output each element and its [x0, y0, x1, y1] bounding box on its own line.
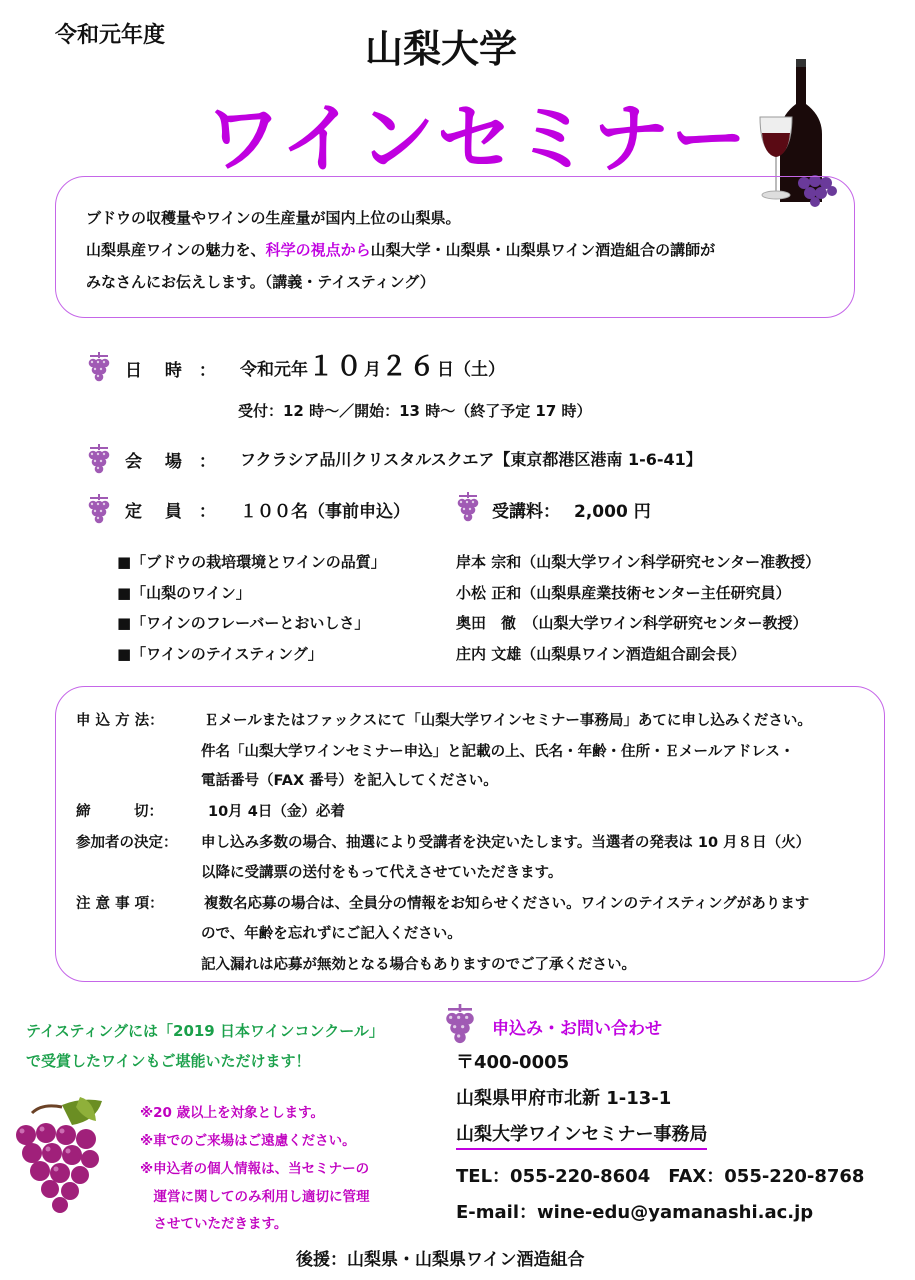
program-lecturer: 奥田 徹 （山梨大学ワイン科学研究センター教授）	[456, 614, 808, 632]
intro-highlight: 科学の視点から	[265, 241, 371, 259]
grape-cluster-icon	[2, 1095, 122, 1215]
method-line: 件名「山梨大学ワインセミナー申込」と記載の上、氏名・年齢・住所・Ｅメールアドレス・	[201, 744, 795, 760]
notice-line: 複数名応募の場合は、全員分の情報をお知らせください。ワインのテイスティングがあります	[204, 896, 810, 912]
notice-line: 記入漏れは応募が無効となる場合もありますのでご了承ください。	[201, 957, 636, 973]
decision-label: 参加者の決定：	[76, 835, 178, 851]
decision-line: 以降に受講票の送付をもって代えさせていただきます。	[201, 865, 563, 881]
tasting-note-line-2: で受賞したワインもご堪能いただけます！	[26, 1052, 311, 1070]
intro-line-3: みなさんにお伝えします。（講義・テイスティング）	[86, 273, 435, 291]
capacity-label: 定 員 ：	[125, 502, 216, 522]
program-topic: ■「ブドウの栽培環境とワインの品質」	[117, 553, 386, 571]
note-item: させていただきます。	[140, 1216, 288, 1232]
capacity-value: １００名（事前申込）	[240, 502, 410, 522]
tasting-note-line-1: テイスティングには「2019 日本ワインコンクール」	[26, 1022, 384, 1040]
note-item: ※車でのご来場はご遠慮ください。	[140, 1133, 356, 1149]
program-lecturer: 岸本 宗和（山梨大学ワイン科学研究センター准教授）	[456, 553, 821, 571]
method-line: Ｅメールまたはファックスにて「山梨大学ワインセミナー事務局」あてに申し込みください。	[204, 713, 812, 729]
contact-office: 山梨大学ワインセミナー事務局	[456, 1120, 707, 1150]
venue-label: 会 場 ：	[125, 452, 216, 472]
intro-line-2: 山梨県産ワインの魅力を、科学の視点から山梨大学・山梨県・山梨県ワイン酒造組合の講師が	[86, 241, 716, 259]
date-value: 令和元年１０月２６日（土）	[240, 352, 506, 382]
contact-heading: 申込み・お問い合わせ	[492, 1019, 662, 1039]
seminar-title: ワインセミナー	[205, 94, 749, 183]
deadline-value: 10月 4日（金）必着	[208, 804, 345, 820]
note-item: ※申込者の個人情報は、当セミナーの	[140, 1161, 370, 1177]
note-item: ※20 歳以上を対象とします。	[140, 1105, 325, 1121]
notice-label: 注 意 事 項：	[76, 896, 164, 912]
date-label: 日 時 ：	[125, 361, 216, 381]
time-line: 受付：12 時～／開始：13 時～（終了予定 17 時）	[238, 402, 592, 420]
application-box	[55, 686, 885, 982]
program-topic: ■「ワインのフレーバーとおいしさ」	[117, 614, 370, 632]
grape-icon	[84, 350, 114, 384]
decision-line: 申し込み多数の場合、抽選により受講者を決定いたします。当選者の発表は 10 月８日（火）	[201, 835, 811, 851]
program-topic: ■「ワインのテイスティング」	[117, 645, 323, 663]
contact-email[interactable]: E-mail：wine-edu@yamanashi.ac.jp	[456, 1202, 814, 1223]
contact-phone: TEL：055-220-8604 FAX：055-220-8768	[456, 1166, 865, 1187]
grape-icon	[84, 442, 114, 476]
contact-postal: 〒400-0005	[456, 1052, 570, 1073]
grape-icon	[453, 490, 483, 524]
fee-label: 受講料：	[492, 502, 560, 522]
intro-box	[55, 176, 855, 318]
university-name: 山梨大学	[365, 27, 518, 71]
grape-icon	[84, 492, 114, 526]
program-topic: ■「山梨のワイン」	[117, 584, 251, 602]
method-line: 電話番号（FAX 番号）を記入してください。	[201, 773, 498, 789]
sponsor-line: 後援：山梨県・山梨県ワイン酒造組合	[296, 1250, 585, 1270]
notice-line: ので、年齢を忘れずにご記入ください。	[201, 926, 462, 942]
note-item: 運営に関してのみ利用し適切に管理	[140, 1189, 370, 1205]
program-lecturer: 小松 正和（山梨県産業技術センター主任研究員）	[456, 584, 791, 602]
venue-value: フクラシア品川クリスタルスクエア【東京都港区港南 1-6-41】	[240, 450, 702, 469]
method-label: 申 込 方 法：	[76, 713, 164, 729]
fiscal-year: 令和元年度	[55, 23, 166, 48]
program-lecturer: 庄内 文雄（山梨県ワイン酒造組合副会長）	[456, 645, 746, 663]
grape-icon	[440, 1000, 480, 1048]
deadline-label: 締 切：	[76, 804, 163, 820]
fee-value: 2,000 円	[574, 502, 651, 522]
intro-line-1: ブドウの収穫量やワインの生産量が国内上位の山梨県。	[86, 209, 461, 227]
contact-address: 山梨県甲府市北新 1-13-1	[456, 1088, 672, 1109]
